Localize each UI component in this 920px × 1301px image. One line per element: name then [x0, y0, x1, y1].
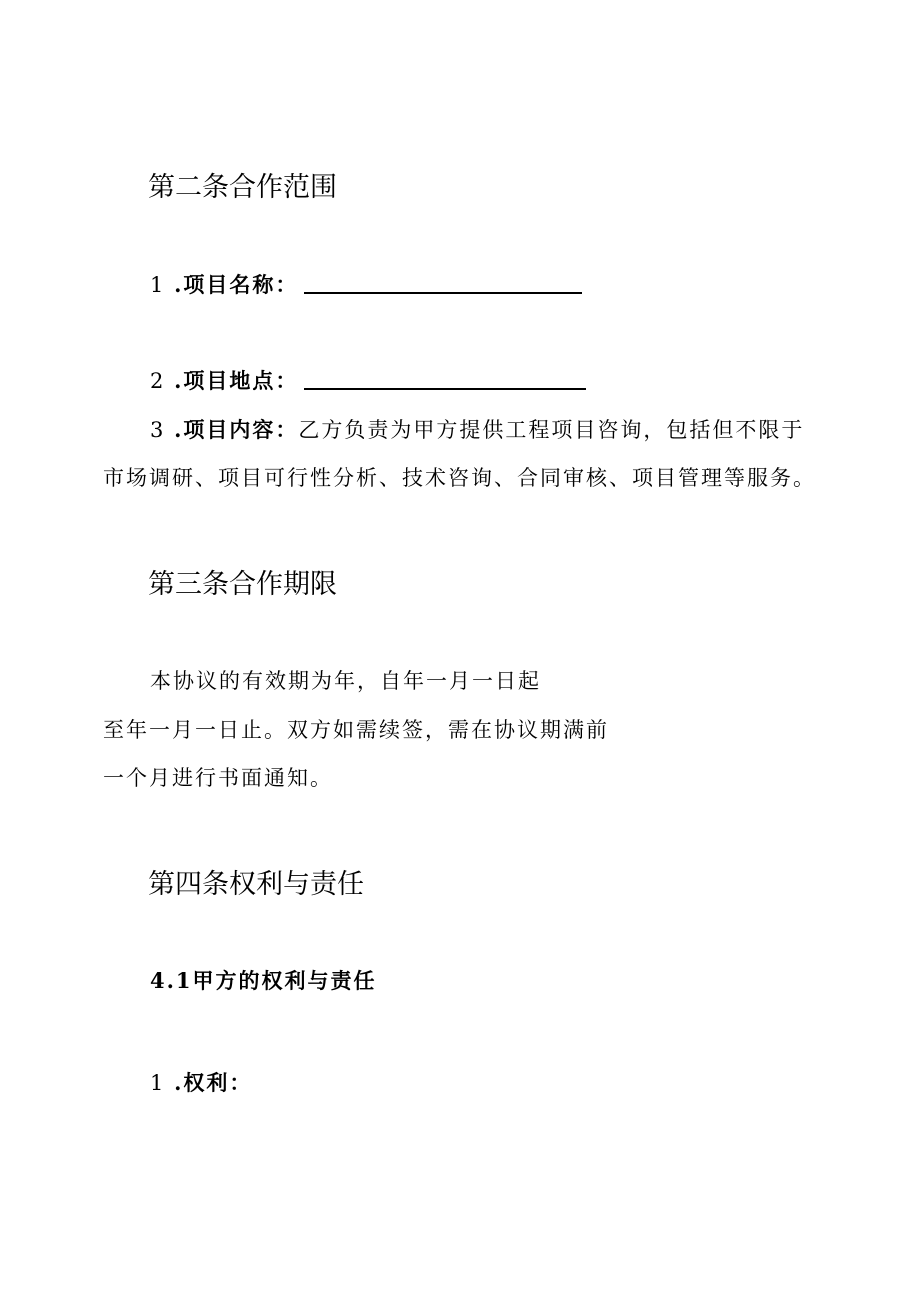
project-name-blank — [304, 270, 582, 294]
section-2-item-2 — [150, 366, 586, 396]
section-4-1-subheading: 4.1甲方的权利与责任 — [150, 968, 377, 993]
project-location-label: .项目地点： — [174, 368, 299, 393]
term-paragraph-line-1: 本协议的有效期为年，自年一月一日起 — [150, 669, 541, 693]
term-paragraph-line-2: 至年一月一日止。双方如需续签，需在协议期满前 — [103, 718, 609, 742]
section-2-heading: 第二条合作范围 — [148, 172, 337, 203]
item-number: 2 — [150, 369, 166, 393]
section-2-item-3 — [150, 415, 804, 445]
project-location-blank — [304, 366, 586, 390]
term-paragraph-line-3: 一个月进行书面通知。 — [103, 766, 333, 790]
item-number: 1 — [150, 1071, 166, 1095]
section-4-heading: 第四条权利与责任 — [148, 869, 364, 900]
project-name-label: .项目名称： — [174, 272, 299, 297]
item-number: 1 — [150, 273, 166, 297]
item-number: 3 — [150, 418, 166, 442]
project-content-text-continued: 市场调研、项目可行性分析、技术咨询、合同审核、项目管理等服务。 — [103, 466, 816, 490]
section-2-item-1 — [150, 270, 582, 300]
project-content-text: 乙方负责为甲方提供工程项目咨询，包括但不限于 — [298, 418, 805, 442]
project-content-label: .项目内容： — [174, 417, 299, 442]
section-3-heading: 第三条合作期限 — [148, 569, 337, 600]
section-4-item-1 — [150, 1068, 252, 1098]
rights-label: .权利： — [174, 1070, 253, 1095]
